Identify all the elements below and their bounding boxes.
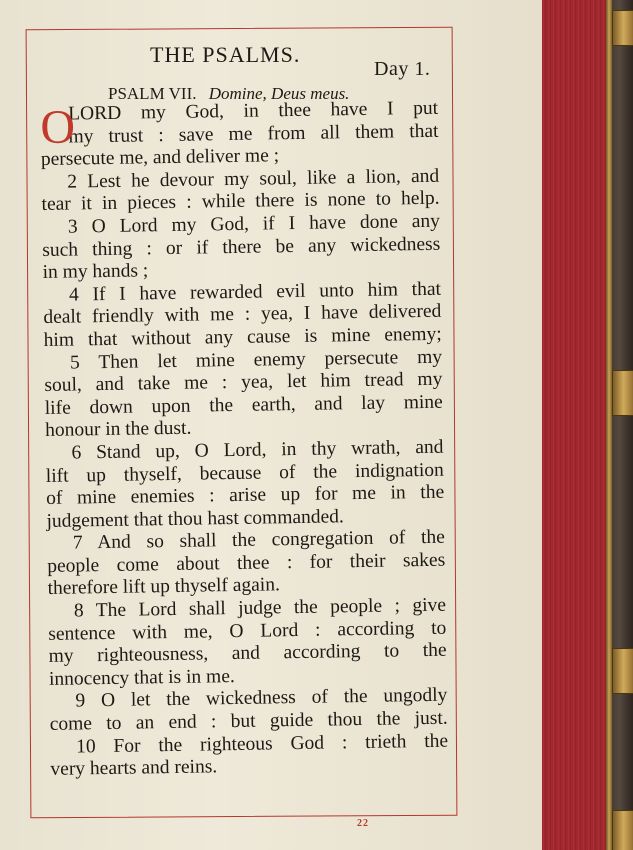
text-line: very hearts and reins.	[50, 756, 218, 781]
text-line: such thing : or if there be any wickedness	[42, 233, 441, 261]
text-line: innocency that is in me.	[48, 665, 235, 690]
book-edge	[542, 0, 633, 850]
psalm-text	[40, 98, 449, 782]
clasp-middle	[612, 370, 633, 416]
running-head-title: THE PSALMS.	[150, 42, 301, 67]
text-line: honour in the dust.	[44, 417, 192, 442]
verse-line: 5 Then let mine enemy persecute my	[69, 346, 443, 374]
text-line: tear it in pieces : while there is none to help.	[41, 188, 440, 216]
text-line: lift up thyself, because of the indignation	[45, 459, 444, 487]
verse-line: 2 Lest he devour my soul, like a lion, and	[67, 165, 440, 193]
clasp-top	[612, 10, 633, 46]
verse-line: 6 Stand up, O Lord, in thy wrath, and	[71, 436, 444, 464]
day-label: Day 1.	[374, 58, 431, 80]
gilt-rail	[606, 0, 612, 850]
text-line: in my hands ;	[42, 260, 149, 284]
red-page-edges	[542, 0, 606, 850]
clasp-bottom	[612, 810, 633, 850]
verse-line: 8 The Lord shall judge the people ; give	[73, 594, 447, 622]
text-line: of mine enemies : arise up for me in the	[46, 481, 445, 510]
verse-line: 10 For the righteous God : trieth the	[75, 730, 449, 758]
text-line: him that without any cause is mine enemy;	[43, 323, 442, 351]
text-line: people come about thee : for their sakes	[47, 549, 446, 577]
verse-line: 4 If I have rewarded evil unto him that	[68, 278, 442, 306]
text-line: my trust : save me from all them that	[68, 120, 439, 148]
text-line: persecute me, and deliver me ;	[40, 145, 280, 171]
text-line: come to an end : but guide thou the just.	[49, 707, 448, 735]
clasp-lower	[612, 648, 633, 694]
text-line: LORD my God, in thee have I put	[67, 97, 439, 125]
verse-line: 9 O let the wickedness of the ungodly	[75, 685, 448, 712]
text-line: life down upon the earth, and lay mine	[44, 391, 443, 419]
psalm-incipit: Domine, Deus meus.	[208, 84, 350, 103]
psalm-number: PSALM VII.	[108, 84, 197, 103]
drop-cap: O	[39, 100, 76, 154]
text-line: judgement that thou hast commanded.	[46, 505, 344, 532]
text-line: dealt friendly with me : yea, I have delivered	[43, 301, 442, 329]
verse-line: 7 And so shall the congregation of the	[72, 526, 446, 554]
text-line: soul, and take me : yea, let him tread my	[44, 368, 443, 397]
text-line: my righteousness, and according to the	[48, 639, 447, 668]
page-number: 22	[357, 818, 369, 829]
text-line: therefore lift up thyself again.	[47, 574, 281, 600]
verse-line: 3 O Lord my God, if I have done any	[67, 210, 441, 238]
text-line: sentence with me, O Lord : according to	[48, 617, 447, 645]
